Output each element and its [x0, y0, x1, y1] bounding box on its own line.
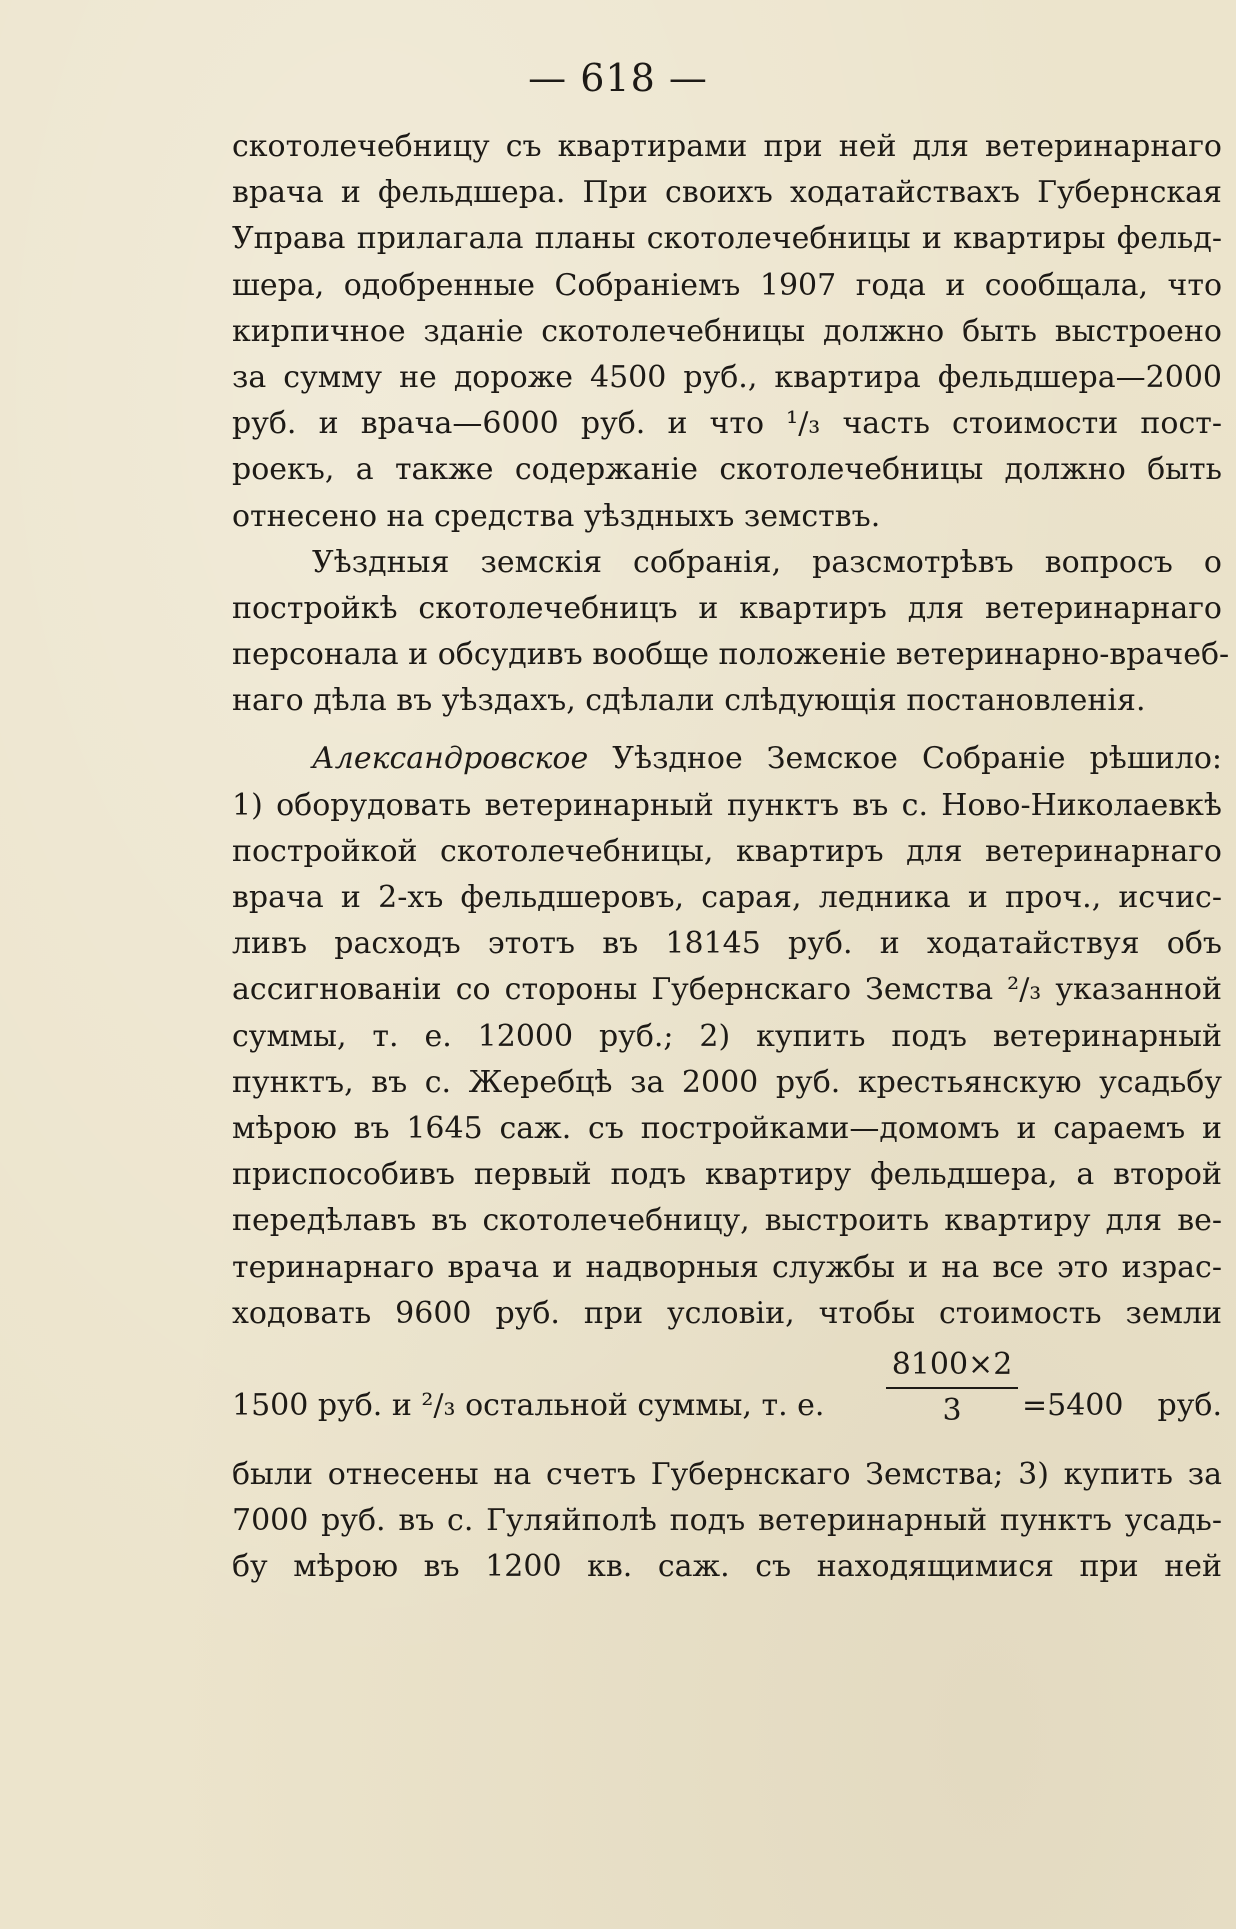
text-line: передѣлавъ въ скотолечебницу, выстроить квартиру для ве-	[232, 1203, 1222, 1239]
text-line: скотолечебницу съ квартирами при ней для ветеринарнаго	[232, 129, 1222, 164]
text-line: Управа прилагала планы скотолечебницы и квартиры фельд-	[232, 221, 1222, 257]
fraction-denominator: 3	[942, 1392, 962, 1428]
formula-line	[232, 1337, 1222, 1452]
formula-left-text: 1500 руб. и ²/₃ остальной суммы, т. е.	[232, 1387, 825, 1423]
text-line: теринарнаго врача и надворныя службы и на все это израс-	[232, 1249, 1222, 1285]
text-line: роекъ, а также содержаніе скотолечебницы должно быть	[232, 452, 1222, 488]
text-line: наго дѣла въ уѣздахъ, сдѣлали слѣдующія постановленія.	[232, 683, 1146, 719]
text-line: мѣрою въ 1645 саж. съ постройками—домомъ и сараемъ и	[232, 1110, 1222, 1146]
page-text	[232, 124, 1230, 1590]
text-line: ассигнованіи со стороны Губернскаго Земства ²/₃ указанной	[232, 972, 1222, 1008]
text-line: 7000 руб. въ с. Гуляйполѣ подъ ветеринарный пунктъ усадь-	[232, 1503, 1222, 1539]
district-name: Александровское	[312, 741, 589, 777]
text-line: пунктъ, въ с. Жеребцѣ за 2000 руб. крестьянскую усадьбу	[232, 1064, 1222, 1100]
text-line: приспособивъ первый подъ квартиру фельдшера, а второй	[232, 1157, 1222, 1193]
text-line: шера, одобренные Собраніемъ 1907 года и сообщала, что	[232, 267, 1222, 303]
fraction	[882, 1343, 1022, 1433]
text-line: были отнесены на счетъ Губернскаго Земства; 3) купить за	[232, 1456, 1222, 1492]
text-line: ливъ расходъ этотъ въ 18145 руб. и ходатайствуя объ	[232, 926, 1222, 962]
fraction-numerator: 8100×2	[891, 1346, 1013, 1382]
formula-result: =5400 руб.	[1022, 1387, 1222, 1423]
text-line: постройкой скотолечебницы, квартиръ для ветеринарнаго	[232, 833, 1222, 869]
text-span: Уѣздное Земское Собраніе рѣшило:	[612, 741, 1222, 777]
text-line: кирпичное зданіе скотолечебницы должно быть выстроено	[232, 313, 1222, 349]
text-line: за сумму не дороже 4500 руб., квартира фельдшера—2000	[232, 359, 1222, 395]
text-line: персонала и обсудивъ вообще положеніе ветеринарно-врачеб-	[232, 637, 1230, 673]
text-line: постройкѣ скотолечебницъ и квартиръ для ветеринарнаго	[232, 590, 1222, 626]
text-line: руб. и врача—6000 руб. и что ¹/₃ часть стоимости пост-	[232, 406, 1222, 442]
text-line: врача и фельдшера. При своихъ ходатайствахъ Губернская	[232, 175, 1222, 211]
text-line	[232, 736, 1222, 782]
page-number: — 618 —	[528, 56, 708, 100]
text-line: отнесено на средства уѣздныхъ земствъ.	[232, 498, 881, 534]
text-line: Уѣздныя земскія собранія, разсмотрѣвъ вопросъ о	[312, 544, 1222, 580]
text-line: бу мѣрою въ 1200 кв. саж. съ находящимися при ней	[232, 1549, 1222, 1585]
text-line: суммы, т. е. 12000 руб.; 2) купить подъ ветеринарный	[232, 1018, 1222, 1054]
text-line: ходовать 9600 руб. при условіи, чтобы стоимость земли	[232, 1295, 1222, 1331]
text-line: врача и 2-хъ фельдшеровъ, сарая, ледника и проч., исчис-	[232, 880, 1222, 915]
text-line: 1) оборудовать ветеринарный пунктъ въ с. Ново-Николаевкѣ	[232, 787, 1222, 823]
